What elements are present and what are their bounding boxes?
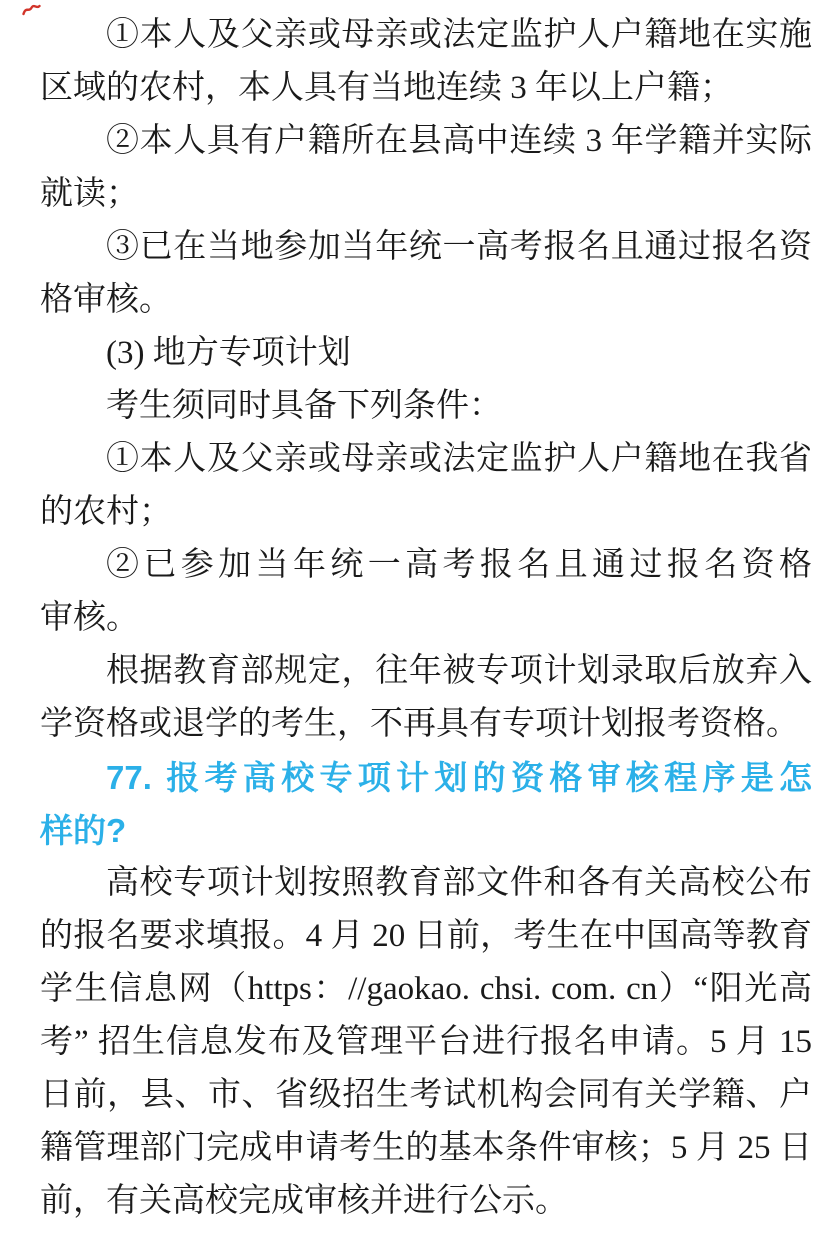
- section-heading-local-plan: (3) 地方专项计划: [106, 335, 351, 371]
- red-mark: [22, 3, 41, 17]
- question-77-line-2: 样的?: [40, 812, 127, 849]
- condition-item-4: ①本人及父亲或母亲或法定监护人户籍地在我省的农村；: [40, 441, 812, 530]
- condition-item-5-line-1: ②已参加当年统一高考报名且通过报名资格: [106, 547, 812, 583]
- question-77-heading: [40, 751, 812, 857]
- answer-paragraph: 高校专项计划按照教育部文件和各有关高校公布的报名要求填报。4 月 20 日前，考生在中国高等教育学生信息网（https：//gaokao. chsi. com. cn）“阳光高考” 招生信息发布及管理平台进行报名申请。5 月 15 日前，县、市、省级招生考试机构会同有关学籍、户籍管理部门完成申请考生的基本条件审核；5 月 25 日前，有关高校完成审核并进行公示。: [40, 865, 812, 1219]
- condition-item-3: ③已在当地参加当年统一高考报名且通过报名资格审核。: [40, 229, 812, 318]
- condition-item-5: [40, 539, 812, 645]
- question-77-line-1: 77. 报考高校专项计划的资格审核程序是怎: [106, 759, 812, 796]
- condition-item-5-line-2: 审核。: [40, 600, 139, 636]
- condition-item-1: ①本人及父亲或母亲或法定监护人户籍地在实施区域的农村，本人具有当地连续 3 年以上户籍；: [40, 17, 812, 106]
- condition-item-2: ②本人具有户籍所在县高中连续 3 年学籍并实际就读；: [40, 123, 812, 212]
- conditions-intro: 考生须同时具备下列条件：: [106, 388, 502, 424]
- moe-regulation-note: 根据教育部规定，往年被专项计划录取后放弃入学资格或退学的考生，不再具有专项计划报考资格。: [40, 653, 812, 742]
